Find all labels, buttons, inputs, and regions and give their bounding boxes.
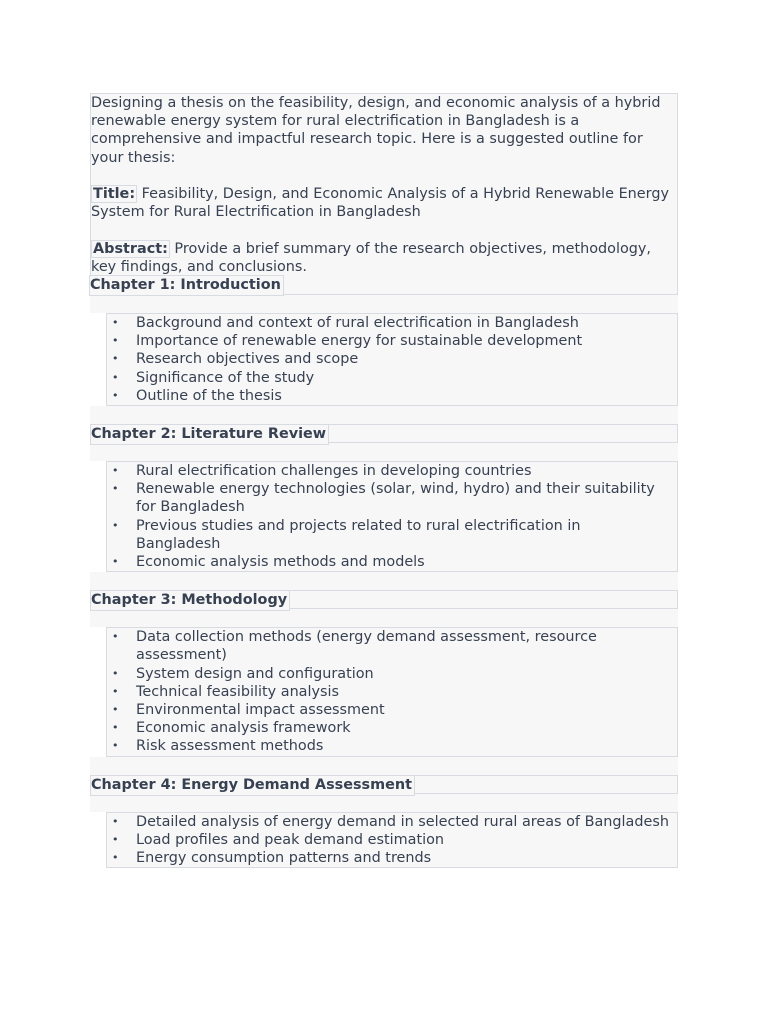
intro-section	[90, 93, 678, 296]
list-item: • Detailed analysis of energy demand in selected rural areas of Bangladesh	[107, 813, 677, 831]
chapter-3-row	[90, 590, 678, 609]
list-item: • Renewable energy technologies (solar, wind, hydro) and their suitability for Bangladesh	[107, 480, 677, 516]
chapter-3-title: Chapter 3: Methodology	[90, 590, 290, 611]
abstract-label: Abstract:	[93, 240, 168, 257]
document-body	[90, 93, 678, 868]
list-item: • Rural electrification challenges in developing countries	[107, 462, 677, 480]
list-item: • Previous studies and projects related to rural electrification in Bangladesh	[107, 517, 677, 553]
list-item: • Research objectives and scope	[107, 350, 677, 368]
chapter-1-title: Chapter 1: Introduction	[89, 275, 284, 296]
list-item: • Background and context of rural electrification in Bangladesh	[107, 314, 677, 332]
list-item: • Importance of renewable energy for sustainable development	[107, 332, 677, 350]
chapter-2-title: Chapter 2: Literature Review	[90, 424, 329, 445]
chapter-3-gap	[90, 609, 678, 627]
title-text: Feasibility, Design, and Economic Analysis of a Hybrid Renewable Energy System for Rural Electrification in Bangladesh	[91, 186, 669, 221]
list-item: • Significance of the study	[107, 369, 677, 387]
chapter-2-list	[106, 461, 678, 572]
title-label: Title:	[93, 186, 136, 202]
list-item: • Data collection methods (energy demand assessment, resource assessment)	[107, 628, 677, 664]
chapter-1-row	[90, 276, 678, 295]
list-item: • Risk assessment methods	[107, 737, 677, 755]
list-item: • Technical feasibility analysis	[107, 683, 677, 701]
title-line	[91, 185, 677, 221]
intro-paragraph: Designing a thesis on the feasibility, design, and economic analysis of a hybrid renewable energy system for rural electrification in Bangladesh is a comprehensive and impactful research topic. Here is a suggested outline for your thesis:	[91, 95, 661, 166]
chapter-4-list	[106, 812, 678, 869]
chapter-4-gap-top	[90, 757, 678, 775]
chapter-3-list	[106, 627, 678, 756]
list-item: • Economic analysis framework	[107, 719, 677, 737]
list-item: • Load profiles and peak demand estimation	[107, 831, 677, 849]
chapter-4-title: Chapter 4: Energy Demand Assessment	[90, 775, 415, 796]
chapter-3-gap-top	[90, 572, 678, 590]
list-item: • Environmental impact assessment	[107, 701, 677, 719]
chapter-2-gap-top	[90, 406, 678, 424]
abstract-text: Provide a brief summary of the research objectives, methodology, key findings, and conclusions.	[91, 240, 651, 275]
abstract-line	[91, 240, 677, 276]
chapter-2-row	[90, 424, 678, 443]
list-item: • Outline of the thesis	[107, 387, 677, 405]
list-item: • Economic analysis methods and models	[107, 553, 677, 571]
chapter-4-row	[90, 775, 678, 794]
chapter-1-list	[106, 313, 678, 406]
chapter-2-gap	[90, 443, 678, 461]
chapter-1-gap	[90, 295, 678, 313]
list-item: • System design and configuration	[107, 665, 677, 683]
list-item: • Energy consumption patterns and trends	[107, 849, 677, 867]
chapter-4-gap	[90, 794, 678, 812]
